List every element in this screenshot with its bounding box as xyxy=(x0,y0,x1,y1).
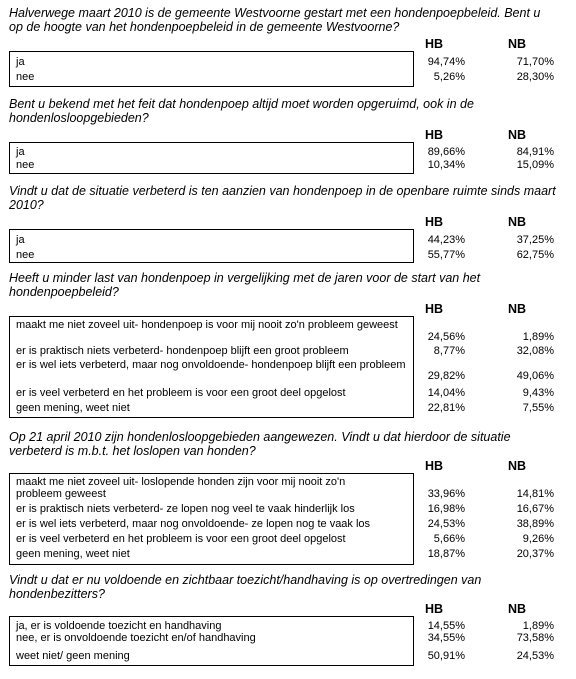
column-divider xyxy=(413,51,414,87)
column-divider xyxy=(413,142,414,174)
question-2-text: Bent u bekend met het feit dat hondenpoep altijd moet worden opgeruimd, ook in de hondenlosloopgebieden? xyxy=(9,97,474,125)
nb-value: 62,75% xyxy=(516,249,554,261)
nb-value: 84,91% xyxy=(516,146,554,158)
nb-value: 38,89% xyxy=(516,518,554,530)
answer-label: nee xyxy=(16,249,35,261)
nb-value: 24,53% xyxy=(516,650,554,662)
nb-value: 37,25% xyxy=(516,234,554,246)
nb-value: 9,43% xyxy=(522,387,554,399)
hb-value: 8,77% xyxy=(433,345,465,357)
column-divider xyxy=(413,229,414,263)
answer-label: er is veel verbeterd en het probleem is voor een groot deel opgelost xyxy=(16,387,346,399)
nb-header: NB xyxy=(508,459,527,473)
nb-value: 14,81% xyxy=(516,488,554,500)
nb-header: NB xyxy=(508,128,527,142)
nb-value: 16,67% xyxy=(516,503,554,515)
answer-label: geen mening, weet niet xyxy=(16,548,130,560)
hb-header: HB xyxy=(425,302,444,316)
hb-header: HB xyxy=(425,215,444,229)
answer-label: nee xyxy=(16,159,35,171)
answer-label: er is praktisch niets verbeterd- hondenpoep blijft een groot probleem xyxy=(16,345,349,357)
answer-label: er is veel verbeterd en het probleem is voor een groot deel opgelost xyxy=(16,533,346,545)
nb-value: 28,30% xyxy=(516,71,554,83)
hb-value: 44,23% xyxy=(427,234,465,246)
answer-label: er is wel iets verbeterd, maar nog onvoldoende- ze lopen nog te vaak los xyxy=(16,518,371,530)
answer-label: ja xyxy=(16,234,25,246)
question-6-text: Vindt u dat er nu voldoende en zichtbaar toezicht/handhaving is op overtredingen van hondenbezitters? xyxy=(9,573,482,601)
nb-header: NB xyxy=(508,302,527,316)
hb-header: HB xyxy=(425,459,444,473)
hb-value: 14,55% xyxy=(427,620,465,632)
answer-row xyxy=(9,359,564,383)
hb-header: HB xyxy=(425,128,444,142)
hb-value: 89,66% xyxy=(427,146,465,158)
hb-value: 22,81% xyxy=(427,402,465,414)
answer-label: er is wel iets verbeterd, maar nog onvoldoende- hondenpoep blijft een probleem xyxy=(16,359,406,371)
hb-value: 94,74% xyxy=(427,56,465,68)
nb-value: 20,37% xyxy=(516,548,554,560)
nb-header: NB xyxy=(508,215,527,229)
answer-label: weet niet/ geen mening xyxy=(16,650,130,662)
hb-value: 34,55% xyxy=(427,632,465,644)
question-3-text: Vindt u dat de situatie verbeterd is ten aanzien van hondenpoep in de openbare ruimte sinds maart 2010? xyxy=(9,184,556,212)
hb-value: 14,04% xyxy=(427,387,465,399)
question-1-text: Halverwege maart 2010 is de gemeente Westvoorne gestart met een hondenpoepbeleid. Bent u op de hoogte van het hondenpoepbeleid in de gemeente Westvoorne? xyxy=(9,6,541,34)
answer-label: ja, er is voldoende toezicht en handhaving xyxy=(16,620,222,632)
answer-row xyxy=(9,319,564,343)
nb-value: 71,70% xyxy=(516,56,554,68)
answer-row xyxy=(9,476,564,500)
nb-header: NB xyxy=(508,37,527,51)
nb-value: 15,09% xyxy=(516,159,554,171)
answer-label: er is praktisch niets verbeterd- ze lopen nog veel te vaak hinderlijk los xyxy=(16,503,355,515)
hb-value: 5,66% xyxy=(433,533,465,545)
hb-value: 55,77% xyxy=(427,249,465,261)
hb-value: 50,91% xyxy=(427,650,465,662)
question-4-text: Heeft u minder last van hondenpoep in vergelijking met de jaren voor de start van het hondenpoepbeleid? xyxy=(9,271,481,299)
answer-label: ja xyxy=(16,146,25,158)
column-divider xyxy=(413,616,414,666)
answer-label: maakt me niet zoveel uit- hondenpoep is voor mij nooit zo'n probleem geweest xyxy=(16,319,398,331)
hb-value: 5,26% xyxy=(433,71,465,83)
hb-value: 33,96% xyxy=(427,488,465,500)
hb-value: 24,53% xyxy=(427,518,465,530)
nb-value: 1,89% xyxy=(522,331,554,343)
answer-label: nee xyxy=(16,71,35,83)
answer-label: ja xyxy=(16,56,25,68)
answer-label: maakt me niet zoveel uit- loslopende honden zijn voor mij nooit zo'n probleem geweest xyxy=(16,476,346,500)
nb-value: 49,06% xyxy=(516,370,554,382)
hb-value: 18,87% xyxy=(427,548,465,560)
nb-value: 73,58% xyxy=(516,632,554,644)
hb-value: 29,82% xyxy=(427,370,465,382)
nb-value: 7,55% xyxy=(522,402,554,414)
nb-value: 9,26% xyxy=(522,533,554,545)
nb-value: 1,89% xyxy=(522,620,554,632)
hb-value: 10,34% xyxy=(427,159,465,171)
nb-value: 32,08% xyxy=(516,345,554,357)
hb-header: HB xyxy=(425,602,444,616)
hb-header: HB xyxy=(425,37,444,51)
hb-value: 24,56% xyxy=(427,331,465,343)
answer-label: geen mening, weet niet xyxy=(16,402,130,414)
question-5-text: Op 21 april 2010 zijn hondenlosloopgebieden aangewezen. Vindt u dat hierdoor de situatie verbeterd is m.b.t. het loslopen van honden? xyxy=(9,430,511,458)
hb-value: 16,98% xyxy=(427,503,465,515)
nb-header: NB xyxy=(508,602,527,616)
answer-label: nee, er is onvoldoende toezicht en/of handhaving xyxy=(16,632,256,644)
